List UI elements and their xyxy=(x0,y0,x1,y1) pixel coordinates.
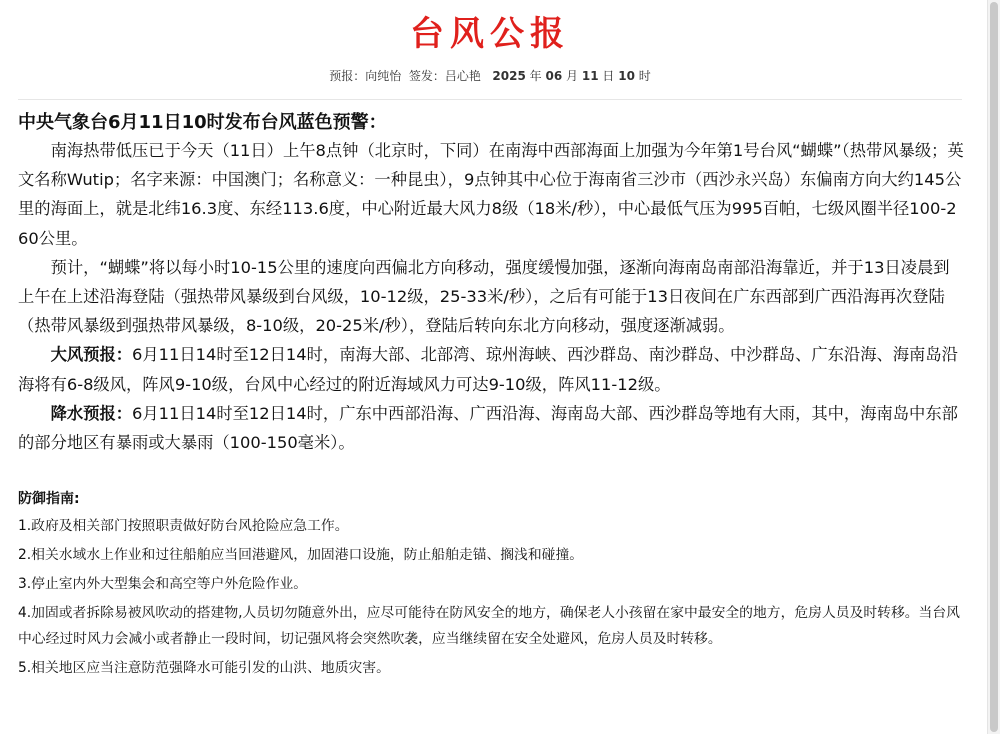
bulletin-meta xyxy=(0,67,980,84)
paragraph-lead: 降水预报： xyxy=(50,403,133,423)
guide-item: 3.停止室内外大型集会和高空等户外危险作业。 xyxy=(18,576,308,592)
paragraph-text: 南海热带低压已于今天（11日）上午8点钟（北京时，下同）在南海中西部海面上加强为今年第1号台风“蝴蝶”（热带风暴级；英文名称Wutip；名字来源：中国澳门；名称意义：一种昆虫），9点钟其中心位于海南省三沙市（西沙永兴岛）东偏南方向大约145公里的海面上，就是北纬16.3度、东经113.6度，中心附近最大风力8级（18米/秒），中心最低气压为995百帕，七级风圈半径100-260公里。 xyxy=(18,141,964,248)
day-unit: 日 xyxy=(602,69,615,83)
paragraph-text: 6月11日14时至12日14时，广东中西部沿海、广西沿海、海南岛大部、西沙群岛等地有大雨，其中，海南岛中东部的部分地区有暴雨或大暴雨（100-150毫米）。 xyxy=(18,403,958,453)
bulletin-body xyxy=(18,136,964,457)
guide-item: 4.加固或者拆除易被风吹动的搭建物,人员切勿随意外出，应尽可能待在防风安全的地方，确保老人小孩留在家中最安全的地方，危房人员及时转移。当台风中心经过时风力会减小或者静止一段时间，切记强风将会突然吹袭，应当继续留在安全处避风，危房人员及时转移。 xyxy=(18,605,960,647)
issue-month: 06 xyxy=(545,69,563,83)
signer-label: 签发： xyxy=(408,69,445,83)
forecaster-name: 向纯怡 xyxy=(365,69,402,83)
issue-hour: 10 xyxy=(618,69,635,83)
issue-year: 2025 xyxy=(492,69,526,83)
bulletin-title: 台风公报 xyxy=(410,14,570,54)
paragraph-formation xyxy=(18,136,964,253)
guide-item: 1.政府及相关部门按照职责做好防台风抢险应急工作。 xyxy=(18,518,349,534)
paragraph-wind-forecast xyxy=(18,340,964,398)
month-unit: 月 xyxy=(566,69,579,83)
hour-unit: 时 xyxy=(638,69,651,83)
defense-guide xyxy=(18,486,968,684)
paragraph-forecast-track xyxy=(18,253,964,341)
issue-day: 11 xyxy=(581,69,599,83)
warning-headline: 中央气象台6月11日10时发布台风蓝色预警： xyxy=(18,112,387,133)
guide-item: 5.相关地区应当注意防范强降水可能引发的山洪、地质灾害。 xyxy=(18,660,390,676)
vertical-scrollbar[interactable] xyxy=(987,0,1000,734)
paragraph-text: 预计，“蝴蝶”将以每小时10-15公里的速度向西偏北方向移动，强度缓慢加强，逐渐向海南岛南部沿海靠近，并于13日凌晨到上午在上述沿海登陆（强热带风暴级到台风级，10-12级，25-33米/秒），之后有可能于13日夜间在广东西部到广西沿海再次登陆（热带风暴级到强热带风暴级，8-10级，20-25米/秒），登陆后转向东北方向移动，强度逐渐减弱。 xyxy=(18,257,950,336)
signer-name: 吕心艳 xyxy=(444,69,481,83)
divider xyxy=(18,99,962,100)
paragraph-rain-forecast xyxy=(18,399,964,457)
defense-guide-title: 防御指南: xyxy=(18,491,80,507)
year-unit: 年 xyxy=(529,69,542,83)
forecaster-label: 预报： xyxy=(329,69,366,83)
scrollbar-thumb[interactable] xyxy=(990,2,998,732)
guide-item: 2.相关水域水上作业和过往船舶应当回港避风，加固港口设施，防止船舶走锚、搁浅和碰撞。 xyxy=(18,547,584,563)
paragraph-text: 6月11日14时至12日14时，南海大部、北部湾、琼州海峡、西沙群岛、南沙群岛、中沙群岛、广东沿海、海南岛沿海将有6-8级风，阵风9-10级，台风中心经过的附近海域风力可达9-10级，阵风11-12级。 xyxy=(18,345,958,394)
paragraph-lead: 大风预报： xyxy=(50,345,133,365)
